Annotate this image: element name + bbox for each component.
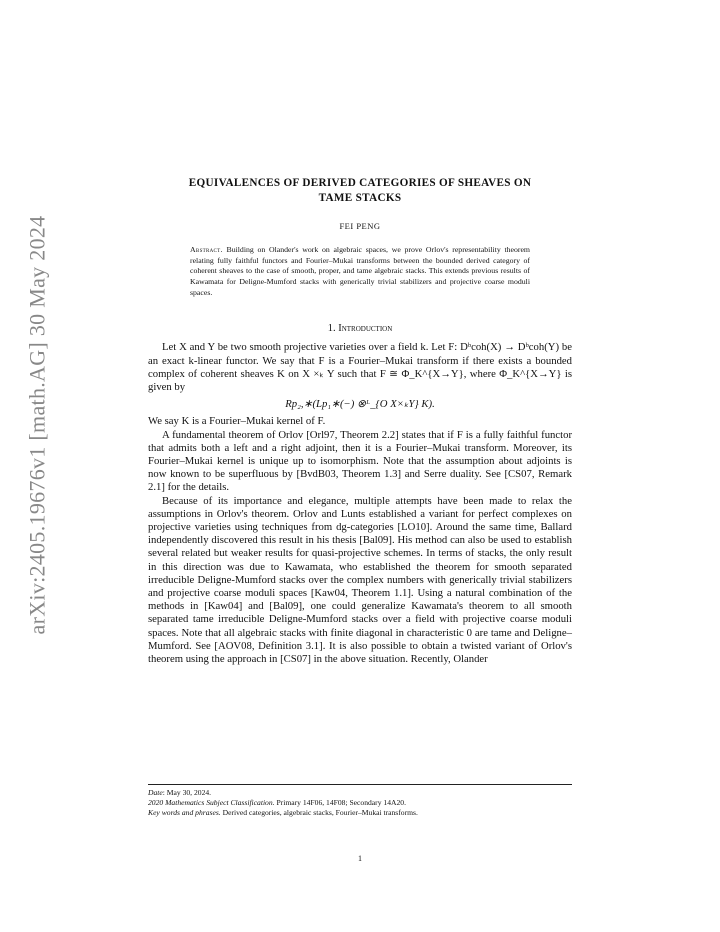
- display-equation: Rp₂,∗(Lp₁∗(−) ⊗ᴸ_{O X×ₖY} K).: [285, 398, 435, 411]
- page-number: 1: [358, 854, 362, 863]
- abstract: [190, 245, 530, 298]
- title-line-1: EQUIVALENCES OF DERIVED CATEGORIES OF SHEAVES ON: [188, 177, 532, 189]
- arxiv-stamp-text: arXiv:2405.19676v1 [math.AG] 30 May 2024: [24, 215, 50, 635]
- abstract-label: Abstract.: [190, 245, 223, 255]
- footnote-date-label: Date: [148, 788, 163, 797]
- footnote-msc-label: 2020 Mathematics Subject Classification.: [148, 798, 275, 808]
- paper-title: [148, 176, 572, 206]
- arxiv-stamp: [22, 200, 52, 650]
- footnote-keywords-label: Key words and phrases.: [148, 808, 221, 818]
- paragraph-4: Because of its importance and elegance, multiple attempts have been made to relax the assumptions in Orlov's theorem. Orlov and Lunts established a variant for perfect complexes on projective varieties using techniques from dg-categories [LO10]. Around the same time, Ballard independently discovered this result in his thesis [Bal09]. His method can also be used to establish several related but weaker results for quasi-projective schemes. In terms of stacks, the only result in this direction was due to Kawamata, who established the theorem for smooth separated irreducible Deligne-Mumford stacks over the complex numbers with generically trivial stabilizers and projective coarse moduli spaces [Kaw04, Theorem 1.1]. Using a natural combination of the methods in [Kaw04] and [Bal09], one could generalize Kawamata's theorem to all smooth separated tame irreducible Deligne-Mumford stacks over a field with projective coarse moduli spaces. Note that all algebraic stacks with finite diagonal in characteristic 0 are tame and Deligne–Mumford. See [AOV08, Definition 3.1]. It is also possible to obtain a twisted variant of Orlov's theorem using the approach in [CS07] in the above situation. Recently, Olander: [148, 494, 572, 666]
- paragraph-1: Let X and Y be two smooth projective varieties over a field k. Let F: Dᵇcoh(X) → Dᵇcoh(Y) be an exact k-linear functor. We say that F is a Fourier–Mukai transform if there exists a bounded complex of coherent sheaves K on X ×ₖ Y such that F ≅ Φ_K^{X→Y}, where Φ_K^{X→Y} is given by: [148, 341, 572, 393]
- section-number: 1.: [327, 323, 336, 335]
- title-line-2: TAME STACKS: [318, 192, 402, 204]
- abstract-text: Building on Olander's work on algebraic spaces, we prove Orlov's representability theorem relating fully faithful functors and Fourier–Mukai transforms between the bounded derived category of coherent sheaves to the case of smooth, proper, and tame algebraic stacks. This extends previous results of Kawamata for Deligne-Mumford stacks with generically trivial stabilizers and projective coarse moduli spaces.: [190, 245, 530, 297]
- footnotes: [148, 784, 572, 819]
- footnote-keywords-text: Derived categories, algebraic stacks, Fourier–Mukai transforms.: [220, 808, 418, 818]
- footnote-date-text: : May 30, 2024.: [162, 788, 212, 797]
- footnote-keywords: [148, 808, 572, 818]
- author: FEI PENG: [339, 221, 381, 231]
- footnote-msc-text: Primary 14F06, 14F08; Secondary 14A20.: [274, 798, 406, 808]
- footnote-date: [148, 788, 572, 798]
- page-body: [148, 176, 572, 666]
- section-title: Introduction: [338, 323, 393, 335]
- section-heading: [148, 322, 572, 335]
- paragraph-2: We say K is a Fourier–Mukai kernel of F.: [148, 415, 326, 428]
- footnote-msc: [148, 798, 572, 808]
- paragraph-3: A fundamental theorem of Orlov [Orl97, Theorem 2.2] states that if F is a fully faithful functor that admits both a left and a right adjoint, then it is a Fourier–Mukai transform. Moreover, its Fourier–Mukai kernel is unique up to isomorphism. Note that the assumption about adjoints is now known to be superfluous by [BvdB03, Theorem 1.3] and Serre duality. See [CS07, Remark 2.1] for the details.: [148, 428, 572, 494]
